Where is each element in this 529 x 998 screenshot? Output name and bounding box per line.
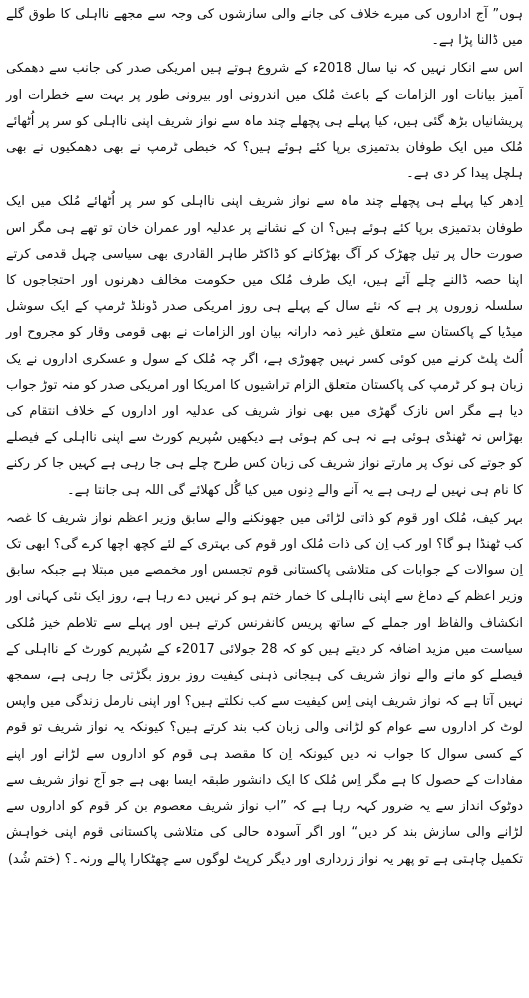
article-paragraph-1: ہوں” آج اداروں کی میرے خلاف کی جانے والی سازشوں کی وجہ سے مجھے نااہلی کا طوق گلے میں ڈالنا پڑا ہے۔ (6, 7, 523, 49)
article-paragraph-4: بہر کیف، مُلک اور قوم کو ذاتی لڑائی میں جھونکنے والے سابق وزیر اعظم نواز شریف کا غصہ کب ٹھنڈا ہو گا؟ اور کب اِن کی ذات مُلک اور قوم کی بہتری کے لئے کچھ اچھا کرے گی؟ ابھی تک اِن سوالات کے جوابات کی متلاشی پاکستانی قوم تجسس اور مخمصے میں مبتلا ہے جبکہ سابق وزیر اعظم کے دماغ سے اپنی نااہلی کا خمار ختم ہو کر نہیں دے رہا ہے، روز ایک نئی کہانی اور انکشاف والفاظ اور جملے کے ساتھ پریس کانفرنس کرتے ہیں اور پہلے سے تلاطم خیز مُلکی سیاست میں مزید اضافہ کر دیتے ہیں کو کہ 28 جولائی 2017ء کے سُپریم کورٹ کے نااہلی کے فیصلے کو مانے والے نواز شریف کی ہیجانی ذہنی کیفیت روز بروز بگڑتی جا رہی ہے، سمجھ نہیں آتا ہے کہ نواز شریف اپنی اِس کیفیت سے کب نکلتے ہیں؟ اور اپنی نارمل زندگی میں واپس لوٹ کر اداروں سے عوام کو لڑانی والی زبان کب بند کرتے ہیں؟ کیونکہ یہ نواز شریف تو قوم کے کسی سوال کا جواب نہ دیں کیونکہ اِن کا مقصد ہی قوم کو اداروں سے لڑانے اور اپنے مفادات کے حصول کا ہے مگر اِس مُلک کا ایک دانشور طبقہ ایسا بھی ہے جو آج نواز شریف سے دوٹوک انداز سے یہ ضرور کہہ رہا ہے کہ ”اب نواز شریف معصوم بن کر قوم کو اداروں سے لڑانے والی سازش بند کر دیں“ اور اگر آسودہ حالی کی متلاشی پاکستانی قوم اپنی خواہش تکمیل چاہتی ہے تو پھر یہ نواز زرداری اور دیگر کرپٹ لوگوں سے چھٹکارا پالے ورنہ۔؟ (ختم شُد) (6, 510, 523, 867)
article-paragraph-2: اس سے انکار نہیں کہ نیا سال 2018ء کے شروع ہوتے ہیں امریکی صدر کی جانب سے دھمکی آمیز بیانات اور الزامات کے باعث مُلک میں اندرونی اور بیرونی طور پر بہت سے خطرات اور پریشانیاں بڑھ گئی ہیں، کیا پہلے ہی پچھلے چند ماہ سے نواز شریف اپنی نااہلی کو سر پر اُٹھائے مُلک میں ایک طوفان بدتمیزی برپا کئے ہوئے ہیں؟ کہ خبطی ٹرمپ نے بھی دھمکیوں نے بھی ہلچل پیدا کر دی ہے۔ (6, 61, 523, 182)
article-paragraph-3: اِدھر کیا پہلے ہی پچھلے چند ماہ سے نواز شریف اپنی نااہلی کو سر پر اُٹھائے مُلک میں ایک طوفان بدتمیزی برپا کئے ہوئے ہیں؟ ان کے نشانے پر عدلیہ اور عمران خان تو تھے ہی مگر اس صورت حال پر تیل چھڑک کر آگ بھڑکانے کو ڈاکٹر طاہر القادری بھی سیاسی چہل قدمی کرتے اپنا حصہ ڈالنے چلے آئے ہیں، ایک طرف مُلک میں حکومت مخالف دھرنوں اور احتجاجوں کا سلسلہ زوروں پر ہے کہ نئے سال کے پہلے ہی روز امریکی صدر ڈونلڈ ٹرمپ کے ایک سوشل میڈیا کے پاکستان سے متعلق غیر ذمہ دارانہ بیان اور الزامات نے بھی قومی وقار کو مجروح اور اُلٹ پلٹ کرنے میں کوئی کسر نہیں چھوڑی ہے، اگر چہ مُلک کے سول و عسکری اداروں نے یک زبان ہو کر ٹرمپ کی پاکستان متعلق الزام تراشیوں کا امریکا اور امریکی صدر کو منہ توڑ جواب دیا ہے مگر اس نازک گھڑی میں بھی نواز شریف کی عدلیہ اور اداروں کے خلاف انتقام کی بھڑاس نہ ٹھنڈی ہوئی ہے نہ ہی کم ہوئی ہے دیکھیں سُپریم کورٹ سے اپنی نااہلی کے فیصلے کو جوتے کی نوک پر مارتے نواز شریف کی زبان کس طرح چلے ہی جا رہی ہے کہیں جا کر رکنے کا نام ہی نہیں لے رہی ہے یہ آنے والے دِنوں میں کیا گُل کھلائے گی اللہ ہی جانتا ہے۔ (6, 194, 523, 498)
